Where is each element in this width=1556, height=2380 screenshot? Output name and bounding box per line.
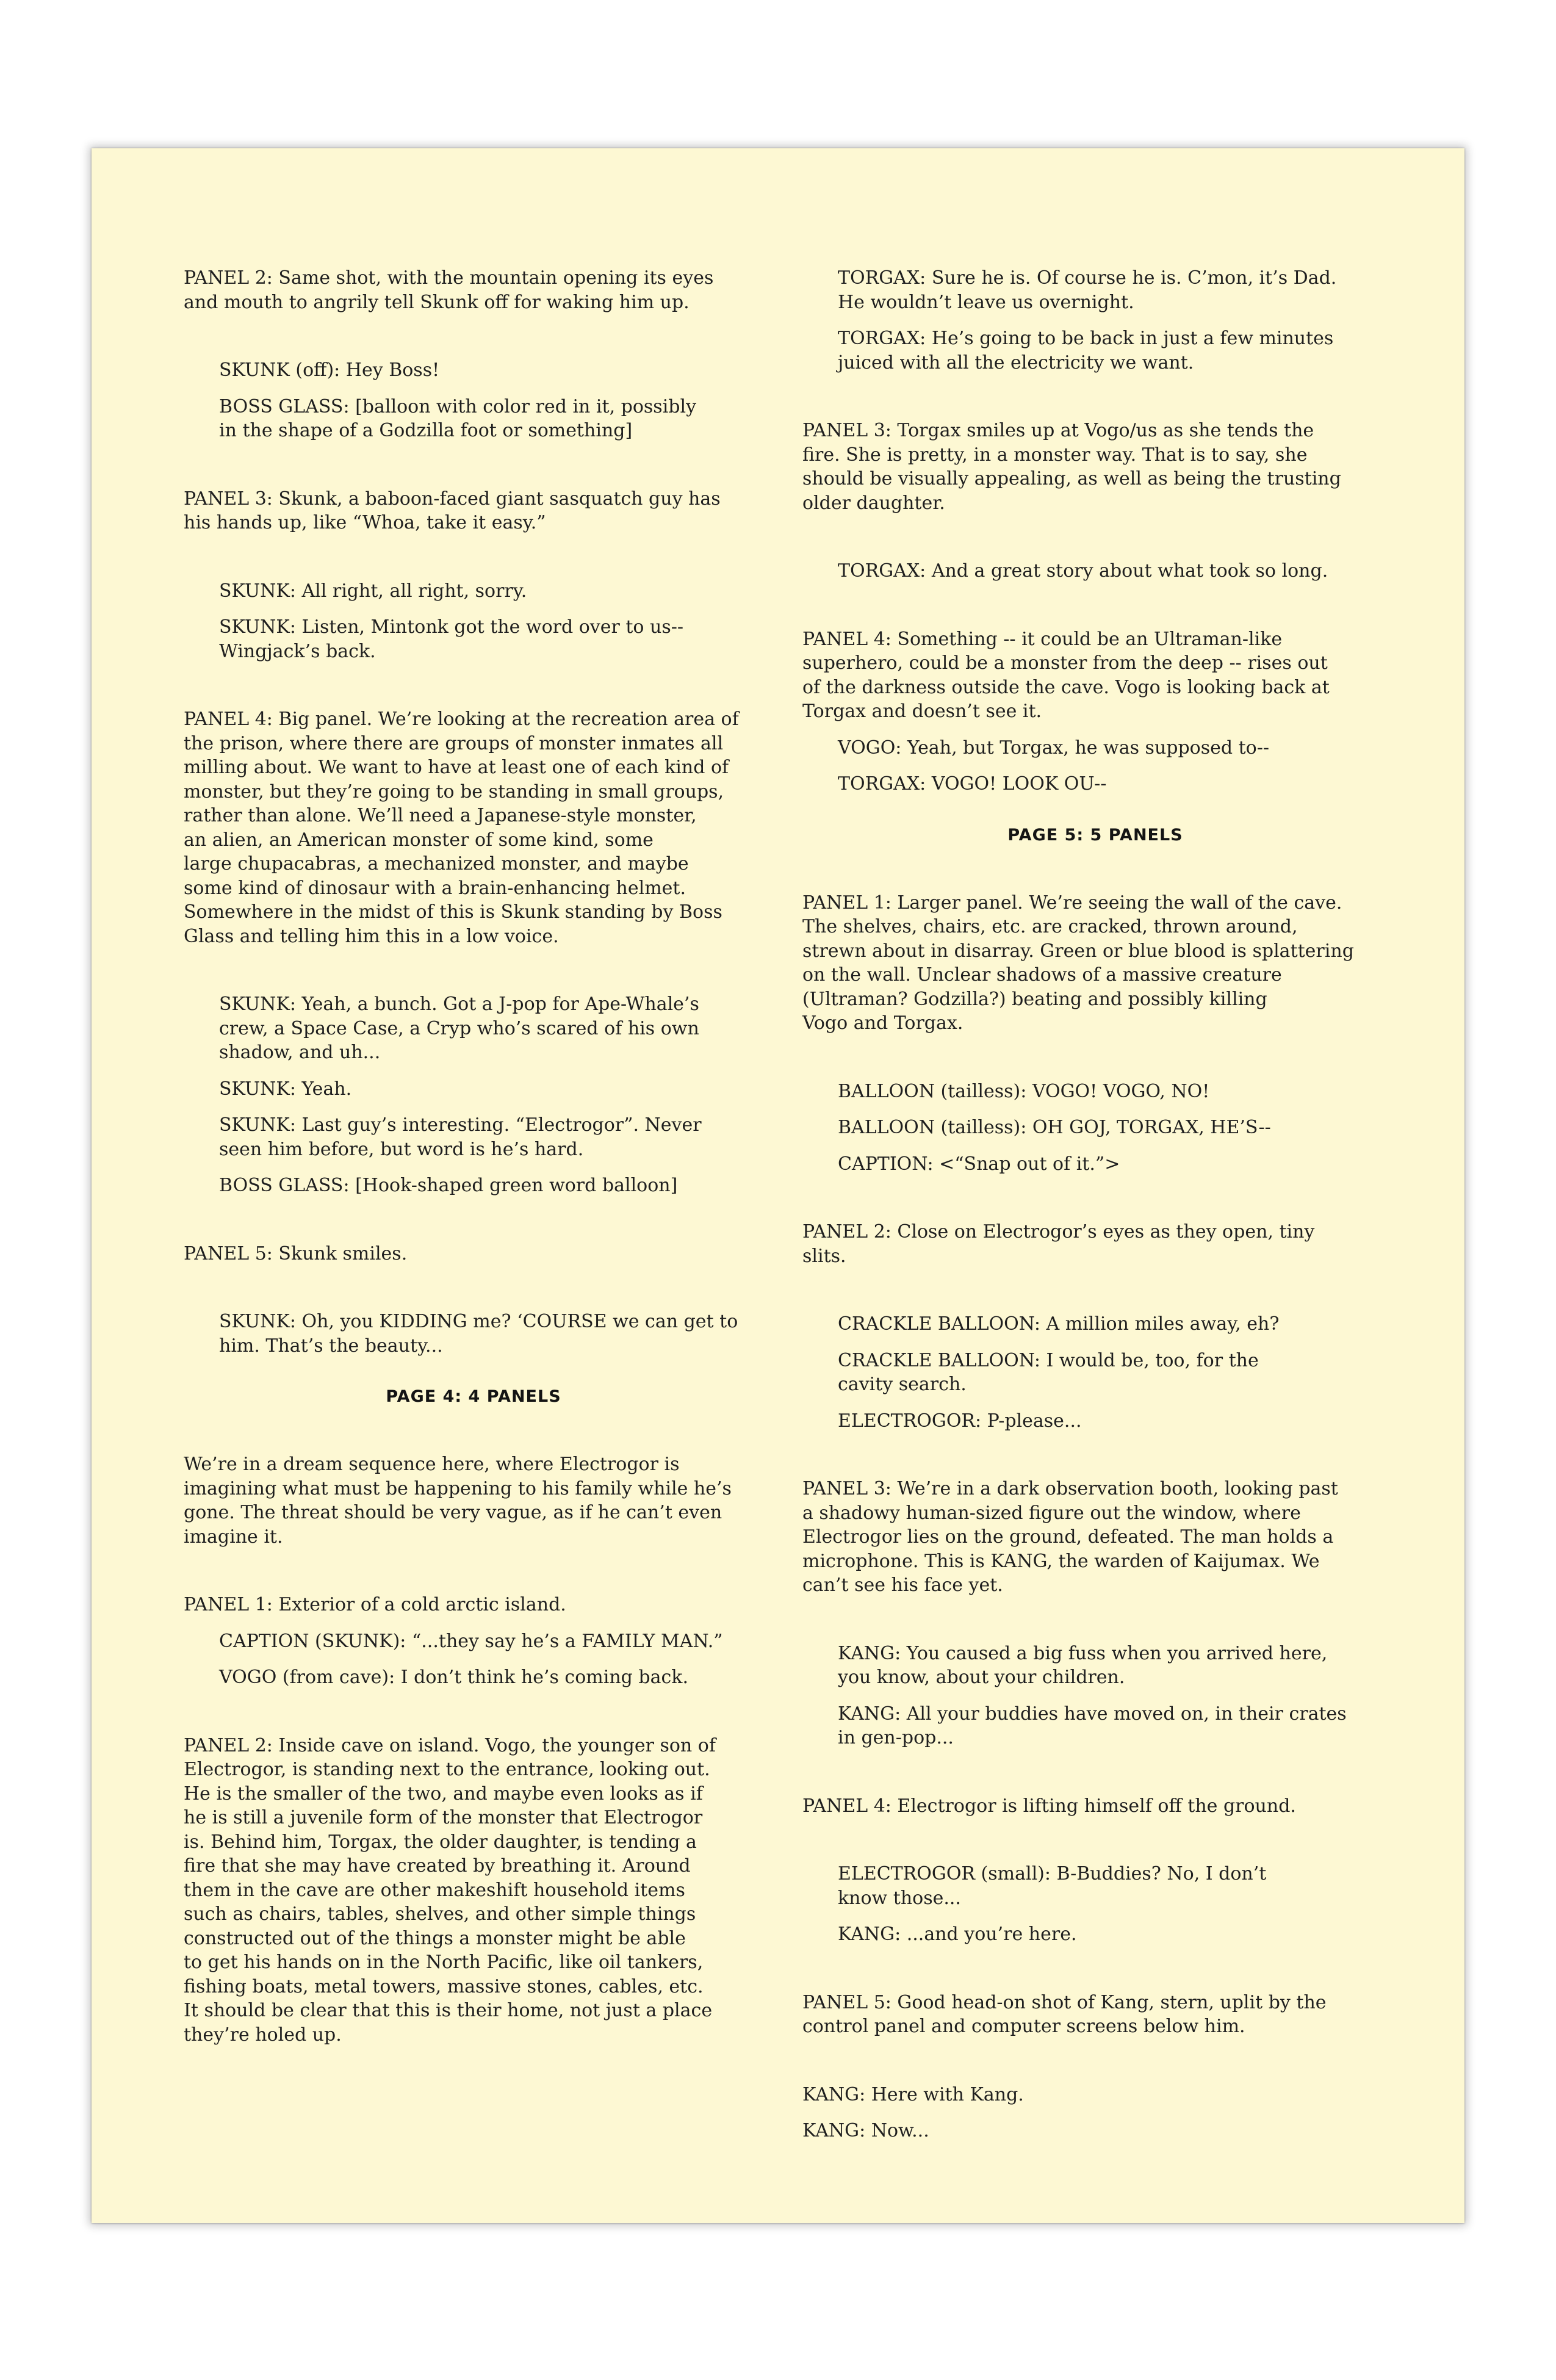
dialogue-line: SKUNK: Oh, you KIDDING me? ‘COURSE we can get to him. That’s the beauty... (219, 1311, 738, 1357)
dialogue-line: VOGO: Yeah, but Torgax, he was supposed to-- (838, 737, 1270, 759)
left-column (184, 266, 763, 2047)
dialogue-line: BOSS GLASS: [Hook-shaped green word balloon] (219, 1175, 678, 1196)
script-page (92, 148, 1464, 2223)
panel-description: PANEL 1: Exterior of a cold arctic island. (184, 1594, 566, 1615)
page-heading: PAGE 4: 4 PANELS (386, 1387, 561, 1406)
dialogue-line: BALLOON (tailless): OH GOJ, TORGAX, HE’S-- (838, 1117, 1271, 1138)
dialogue-line: KANG: All your buddies have moved on, in their crates in gen-pop... (838, 1703, 1347, 1748)
dialogue-line: CAPTION: <“Snap out of it.”> (838, 1153, 1120, 1175)
dialogue-line: TORGAX: VOGO! LOOK OU-- (838, 773, 1107, 795)
dialogue-line: SKUNK (off): Hey Boss! (219, 359, 440, 381)
dialogue-line: CRACKLE BALLOON: A million miles away, eh? (838, 1313, 1280, 1335)
dialogue-line: SKUNK: Last guy’s interesting. “Electrogor”. Never seen him before, but word is he’s hard. (219, 1114, 702, 1160)
dialogue-line: ELECTROGOR (small): B-Buddies? No, I don’t know those... (838, 1863, 1267, 1909)
page-heading: PAGE 5: 5 PANELS (1007, 825, 1183, 845)
dialogue-line: CAPTION (SKUNK): “...they say he’s a FAMILY MAN.” (219, 1630, 723, 1652)
panel-description: PANEL 2: Same shot, with the mountain opening its eyes and mouth to angrily tell Skunk off for waking him up. (184, 267, 714, 313)
panel-description: PANEL 4: Electrogor is lifting himself off the ground. (802, 1795, 1296, 1817)
dialogue-line: BOSS GLASS: [balloon with color red in it, possibly in the shape of a Godzilla foot or something] (219, 395, 697, 441)
panel-description: PANEL 2: Inside cave on island. Vogo, the younger son of Electrogor, is standing next to the entrance, looking out. He is the smaller of the two, and maybe even looks as if he is still a juvenile form of the monster that Electrogor is. Behind him, Torgax, the older daughter, is tending a fire that she may have created by breathing it. Around them in the cave are other makeshift household items such as chairs, tables, shelves, and other simple things constructed out of the things a monster might be able to get his hands on in the North Pacific, like oil tankers, fishing boats, metal towers, massive stones, cables, etc. It should be clear that this is their home, not just a place they’re holed up. (184, 1734, 716, 2046)
dialogue-line: KANG: You caused a big fuss when you arrived here, you know, about your children. (838, 1642, 1328, 1688)
dialogue-line: BALLOON (tailless): VOGO! VOGO, NO! (838, 1080, 1210, 1102)
dialogue-line: KANG: ...and you’re here. (838, 1924, 1077, 1945)
panel-description: PANEL 3: Torgax smiles up at Vogo/us as she tends the fire. She is pretty, in a monster way. That is to say, she should be visually appealing, as well as being the trusting older daughter. (802, 420, 1341, 514)
dialogue-line: VOGO (from cave): I don’t think he’s coming back. (219, 1667, 688, 1688)
script-paragraph: KANG: Here with Kang. (802, 2083, 1024, 2105)
dialogue-line: SKUNK: Listen, Mintonk got the word over to us-- Wingjack’s back. (219, 616, 684, 662)
right-column (802, 266, 1388, 2143)
dialogue-line: SKUNK: Yeah. (219, 1078, 352, 1100)
script-paragraph: KANG: Now... (802, 2120, 929, 2141)
panel-description: PANEL 5: Skunk smiles. (184, 1242, 408, 1264)
panel-description: PANEL 3: We’re in a dark observation booth, looking past a shadowy human-sized figure out the window, where Electrogor lies on the ground, defeated. The man holds a microphone. This is KANG, the warden of Kaijumax. We can’t see his face yet. (802, 1478, 1338, 1596)
dialogue-line: SKUNK: All right, all right, sorry. (219, 580, 527, 602)
panel-description: PANEL 5: Good head-on shot of Kang, stern, uplit by the control panel and computer screens below him. (802, 1991, 1327, 2037)
panel-description: PANEL 4: Big panel. We’re looking at the recreation area of the prison, where there are groups of monster inmates all milling about. We want to have at least one of each kind of monster, but they’re going to be standing in small groups, rather than alone. We’ll need a Japanese-style monster, an alien, an American monster of some kind, some large chupacabras, a mechanized monster, and maybe some kind of dinosaur with a brain-enhancing helmet. Somewhere in the midst of this is Skunk standing by Boss Glass and telling him this in a low voice. (184, 709, 739, 947)
dialogue-line: TORGAX: Sure he is. Of course he is. C’mon, it’s Dad. He wouldn’t leave us overnight. (838, 267, 1337, 313)
dialogue-line: TORGAX: And a great story about what took so long. (838, 560, 1328, 582)
panel-description: PANEL 2: Close on Electrogor’s eyes as they open, tiny slits. (802, 1221, 1315, 1267)
panel-description: PANEL 1: Larger panel. We’re seeing the wall of the cave. The shelves, chairs, etc. are cracked, thrown around, strewn about in disarray. Green or blue blood is splattering on the wall. Unclear shadows of a massive creature (Ultraman? Godzilla?) beating and possibly killing Vogo and Torgax. (802, 892, 1354, 1034)
dialogue-line: ELECTROGOR: P-please... (838, 1410, 1082, 1432)
panel-description: PANEL 3: Skunk, a baboon-faced giant sasquatch guy has his hands up, like “Whoa, take it easy.” (184, 488, 721, 533)
panel-description: PANEL 4: Something -- it could be an Ultraman-like superhero, could be a monster from the deep -- rises out of the darkness outside the cave. Vogo is looking back at Torgax and doesn’t see it. (802, 628, 1330, 722)
dialogue-line: CRACKLE BALLOON: I would be, too, for the cavity search. (838, 1349, 1259, 1395)
script-paragraph: We’re in a dream sequence here, where Electrogor is imagining what must be happening to his family while he’s gone. The threat should be very vague, as if he can’t even imagine it. (184, 1454, 732, 1548)
dialogue-line: TORGAX: He’s going to be back in just a few minutes juiced with all the electricity we want. (838, 328, 1334, 373)
dialogue-line: SKUNK: Yeah, a bunch. Got a J-pop for Ape-Whale’s crew, a Space Case, a Cryp who’s scared of his own shadow, and uh... (219, 993, 699, 1063)
